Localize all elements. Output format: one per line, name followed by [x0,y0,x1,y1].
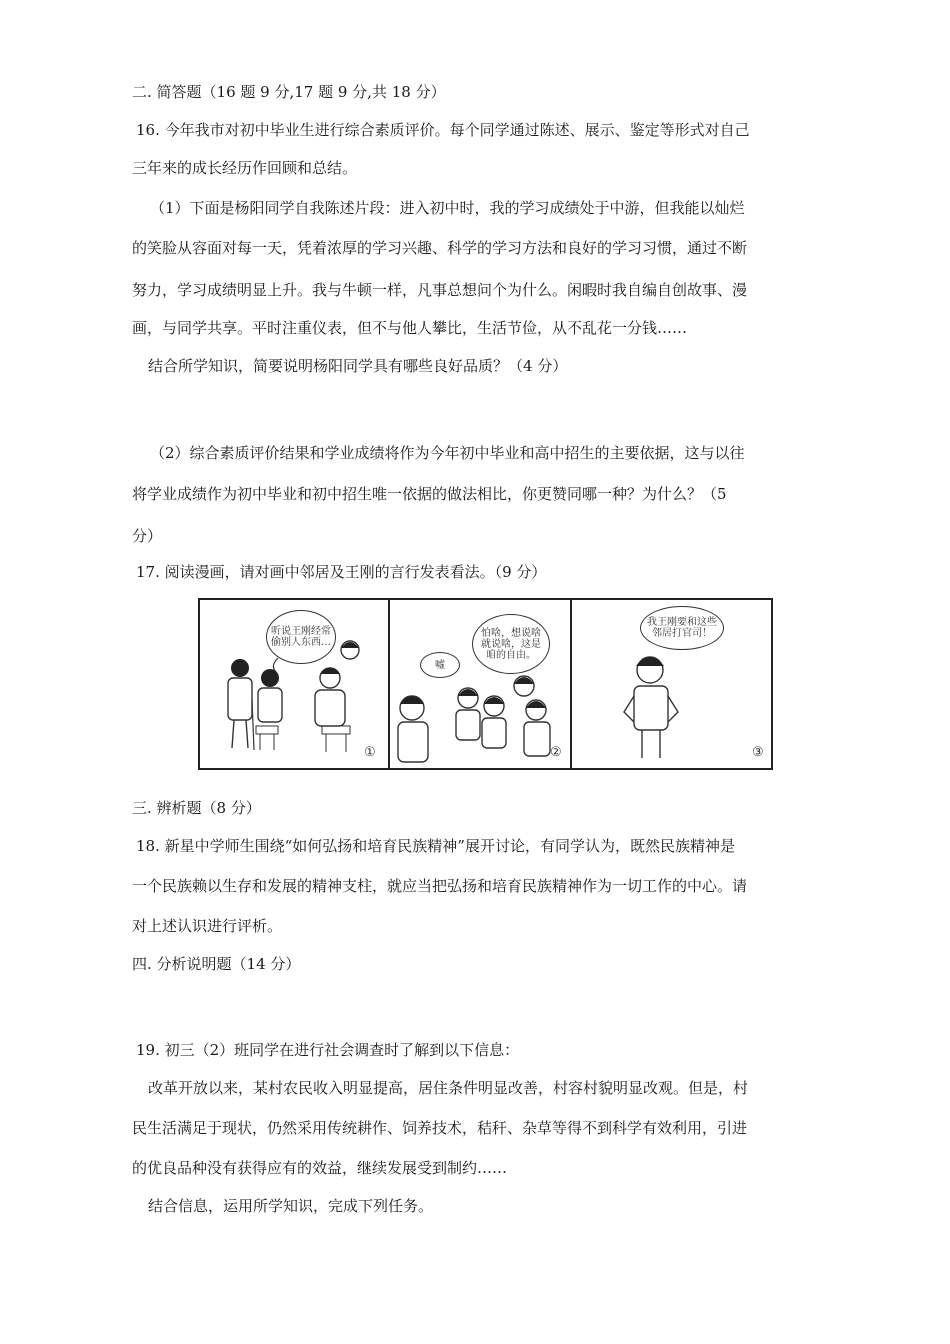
q16-part1-question: 结合所学知识，简要说明杨阳同学具有哪些良好品质？（4 分） [148,357,568,375]
q16-part1-line2: 的笑脸从容面对每一天，凭着浓厚的学习兴趣、科学的学习方法和良好的学习习惯，通过不断 [132,239,748,257]
section2-heading: 二. 简答题（16 题 9 分,17 题 9 分,共 18 分） [132,83,446,101]
section3-heading: 三. 辨析题（8 分） [132,799,261,817]
q19-line2: 改革开放以来，某村农民收入明显提高，居住条件明显改善，村容村貌明显改观。但是，村 [148,1079,749,1097]
comic-panel-2 [388,600,572,768]
q16-part2-line2: 将学业成绩作为初中毕业和初中招生唯一依据的做法相比，你更赞同哪一种？为什么？（5 [132,485,727,503]
panel1-speech-bubble: 听说王刚经常偷别人东西… [266,610,336,664]
q16-line1: 16. 今年我市对初中毕业生进行综合素质评价。每个同学通过陈述、展示、鉴定等形式对自己 [136,121,750,139]
comic-panel-1 [200,600,388,768]
panel1-number: ① [364,745,376,760]
q16-part2-line3: 分） [132,527,163,545]
q16-part1-line4: 画，与同学共享。平时注重仪表，但不与他人攀比，生活节俭，从不乱花一分钱…… [132,319,688,337]
q18-line3: 对上述认识进行评析。 [132,917,283,935]
comic-panel-3 [570,600,773,768]
panel2-small-bubble: 嘘 [420,652,460,678]
q19-line3: 民生活满足于现状，仍然采用传统耕作、饲养技术，秸秆、杂草等得不到科学有效利用，引进 [132,1119,748,1137]
panel3-speech-bubble: 我王刚要和这些邻居打官司！ [640,606,724,650]
panel2-speech-bubble: 怕啥，想说啥就说啥，这是咱的自由。 [472,614,550,674]
panel2-number: ② [550,745,562,760]
q16-part1-line1: （1）下面是杨阳同学自我陈述片段：进入初中时，我的学习成绩处于中游，但我能以灿烂 [150,199,745,217]
section4-heading: 四. 分析说明题（14 分） [132,955,301,973]
q19-line5: 结合信息，运用所学知识，完成下列任务。 [148,1197,434,1215]
q17-line1: 17. 阅读漫画，请对画中邻居及王刚的言行发表看法。（9 分） [136,563,547,581]
q16-part2-line1: （2）综合素质评价结果和学业成绩将作为今年初中毕业和高中招生的主要依据，这与以往 [150,444,745,462]
q19-line1: 19. 初三（2）班同学在进行社会调查时了解到以下信息： [136,1041,520,1059]
panel3-number: ③ [752,745,764,760]
q19-line4: 的优良品种没有获得应有的效益，继续发展受到制约…… [132,1159,508,1177]
q18-line1: 18. 新星中学师生围绕“如何弘扬和培育民族精神”展开讨论，有同学认为，既然民族精神是 [136,837,735,855]
q18-line2: 一个民族赖以生存和发展的精神支柱，就应当把弘扬和培育民族精神作为一切工作的中心。请 [132,877,748,895]
comic-strip [198,598,773,770]
q16-part1-line3: 努力，学习成绩明显上升。我与牛顿一样，凡事总想问个为什么。闲暇时我自编自创故事、漫 [132,281,748,299]
q16-line2: 三年来的成长经历作回顾和总结。 [132,159,358,177]
